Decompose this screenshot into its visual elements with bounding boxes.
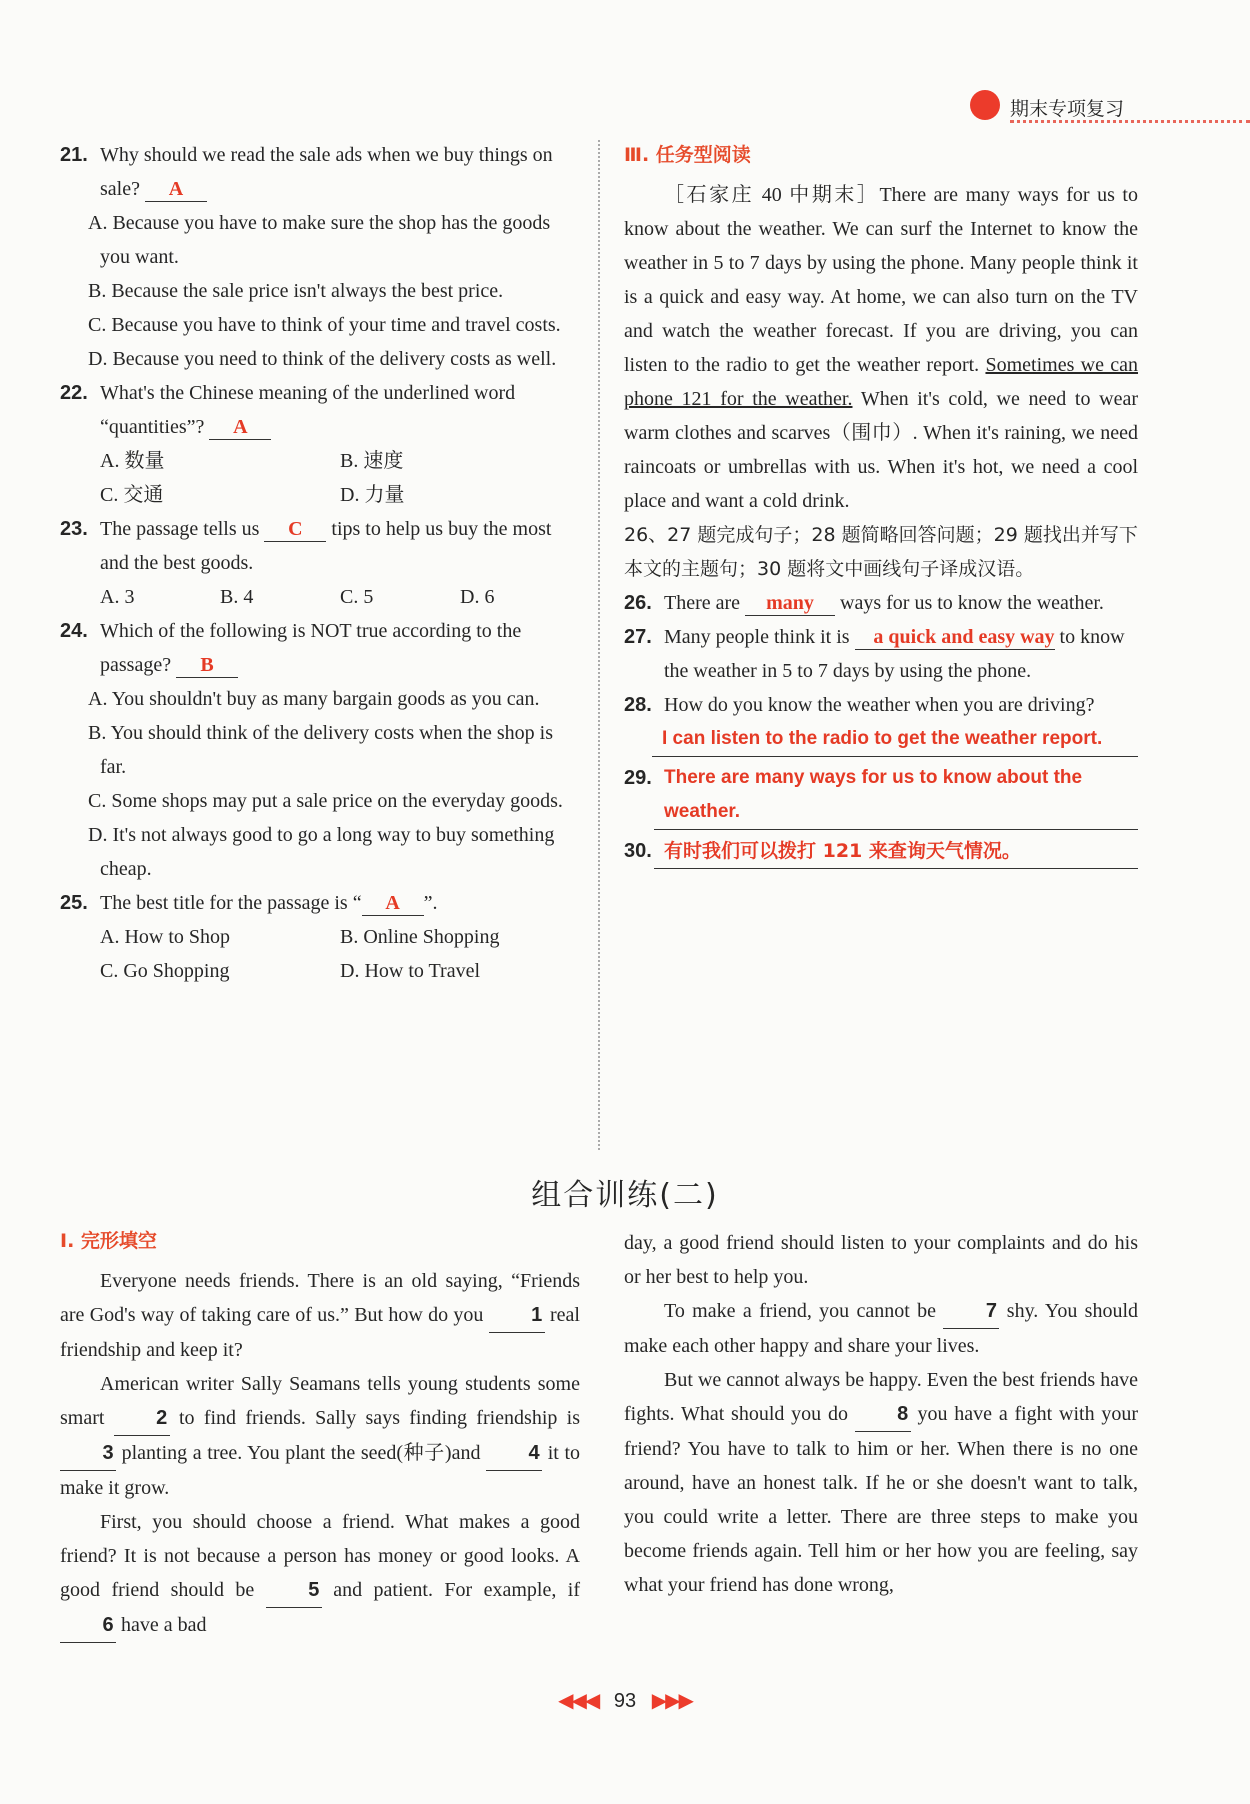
section-title-task-reading: Ⅲ. 任务型阅读 (624, 144, 751, 166)
question-26: 26. There are many ways for us to know the weather. (624, 592, 1104, 614)
header-dotted-line (1010, 120, 1250, 123)
header-dot-icon (970, 90, 1000, 120)
blank-2: 2 (114, 1401, 170, 1436)
blank-3: 3 (60, 1436, 116, 1471)
header-label: 期末专项复习 (1010, 98, 1125, 120)
question-27: 27. Many people think it is a quick and easy way to know the weather in 5 to 7 days by using the phone. (624, 626, 1125, 682)
q22-options-row-2: C. 交通 D. 力量 (100, 484, 405, 506)
blank-8: 8 (855, 1397, 911, 1432)
answer-30: 有时我们可以拨打 121 来查询天气情况。 (654, 834, 1138, 869)
blank-6: 6 (60, 1608, 116, 1643)
column-divider (598, 140, 600, 1150)
page-footer (0, 1688, 1250, 1713)
left-top-column (60, 138, 580, 988)
question-29: 29. There are many ways for us to know about the weather. (624, 761, 1138, 830)
question-30: 30. 有时我们可以拨打 121 来查询天气情况。 (624, 834, 1138, 869)
question-21: 21. Why should we read the sale ads when we buy things on sale? A (60, 144, 553, 200)
blank-4: 4 (486, 1436, 542, 1471)
q21-option-b: B. Because the sale price isn't always the best price. (88, 280, 504, 302)
right-arrows-icon: ▶▶▶ (651, 1690, 692, 1712)
question-25: 25. The best title for the passage is “ A ”. (60, 892, 438, 914)
answer-29: There are many ways for us to know about the weather. (654, 761, 1138, 830)
answer-26: many (745, 591, 835, 616)
q21-option-c: C. Because you have to think of your time and travel costs. (88, 314, 561, 336)
page-header (950, 88, 1250, 128)
answer-25: A (362, 891, 424, 916)
q23-options: A. 3 B. 4 C. 5 D. 6 (100, 586, 495, 608)
answer-23: C (264, 517, 326, 542)
answer-27: a quick and easy way (855, 625, 1055, 650)
answer-24: B (176, 653, 238, 678)
cloze-paragraph-3-cont: day, a good friend should listen to your complaints and do his or her best to help you. (624, 1232, 1138, 1288)
cloze-paragraph-2: American writer Sally Seamans tells young students some smart 2 to find friends. Sally says finding friendship is 3 planting a tree. You plant the seed(种子)and 4 it to make it grow. (60, 1373, 581, 1499)
question-23: 23. The passage tells us C tips to help us buy the most and the best goods. (60, 518, 552, 574)
section-title-cloze: Ⅰ. 完形填空 (60, 1230, 157, 1252)
q21-option-d: D. Because you need to think of the delivery costs as well. (88, 348, 557, 370)
reading-passage: ［石家庄 40 中期末］There are many ways for us to know about the weather. We can surf the Internet to know the weather in 5 to 7 days by using the phone. Many people think it is a quick and easy way. At home, we can also turn on the TV and watch the weather forecast. If you are driving, you can listen to the radio to get the weather report. Sometimes we can phone 121 for the weather. When it's cold, we need to wear warm clothes and scarves（围巾）. When it's raining, we need raincoats or umbrellas with us. When it's hot, we need a cool place and want a cold drink. (624, 184, 1139, 512)
question-22: 22. What's the Chinese meaning of the underlined word “quantities”? A (60, 382, 516, 438)
q21-option-a: A. Because you have to make sure the shop has the goods you want. (88, 212, 551, 268)
page-number: 93 (613, 1690, 637, 1712)
right-bottom-column (624, 1226, 1138, 1602)
blank-1: 1 (489, 1298, 545, 1333)
left-bottom-column (60, 1224, 580, 1643)
q24-option-b: B. You should think of the delivery costs when the shop is far. (88, 722, 553, 778)
question-24: 24. Which of the following is NOT true according to the passage? B (60, 620, 522, 676)
cloze-paragraph-4: To make a friend, you cannot be 7 shy. You should make each other happy and share your lives. (624, 1294, 1138, 1363)
section-2-title: 组合训练(二) (531, 1178, 719, 1213)
q25-options-row-1: A. How to Shop B. Online Shopping (100, 926, 500, 948)
question-28: 28. How do you know the weather when you are driving? (624, 694, 1095, 716)
left-arrows-icon: ◀◀◀ (558, 1690, 599, 1712)
cloze-paragraph-1: Everyone needs friends. There is an old saying, “Friends are God's way of taking care of us.” But how do you 1 real friendship and keep it? (60, 1270, 580, 1361)
underlined-sentence: Sometimes we can phone 121 for the weather. (624, 354, 1139, 410)
blank-5: 5 (266, 1573, 322, 1608)
q24-option-c: C. Some shops may put a sale price on the everyday goods. (88, 790, 563, 812)
q24-option-a: A. You shouldn't buy as many bargain goods as you can. (88, 688, 540, 710)
cloze-paragraph-5: But we cannot always be happy. Even the best friends have fights. What should you do 8 you have a fight with your friend? You have to talk to him or her. When there is no one around, have an honest talk. If he or she doesn't want to talk, you could write a letter. There are three steps to make you become friends again. Tell him or her how you are feeling, say what your friend has done wrong, (624, 1369, 1139, 1596)
q24-option-d: D. It's not always good to go a long way to buy something cheap. (88, 824, 555, 880)
cloze-paragraph-3: First, you should choose a friend. What makes a good friend? It is not because a person has money or good looks. A good friend should be 5 and patient. For example, if 6 have a bad (60, 1505, 580, 1643)
instructions: 26、27 题完成句子；28 题简略回答问题；29 题找出并写下本文的主题句；30 题将文中画线句子译成汉语。 (624, 524, 1138, 580)
answer-21: A (145, 177, 207, 202)
right-top-column (624, 138, 1138, 869)
q25-options-row-2: C. Go Shopping D. How to Travel (100, 960, 481, 982)
q22-options-row-1: A. 数量 B. 速度 (100, 450, 404, 472)
answer-28: I can listen to the radio to get the weather report. (652, 722, 1138, 757)
answer-22: A (209, 415, 271, 440)
blank-7: 7 (943, 1294, 999, 1329)
